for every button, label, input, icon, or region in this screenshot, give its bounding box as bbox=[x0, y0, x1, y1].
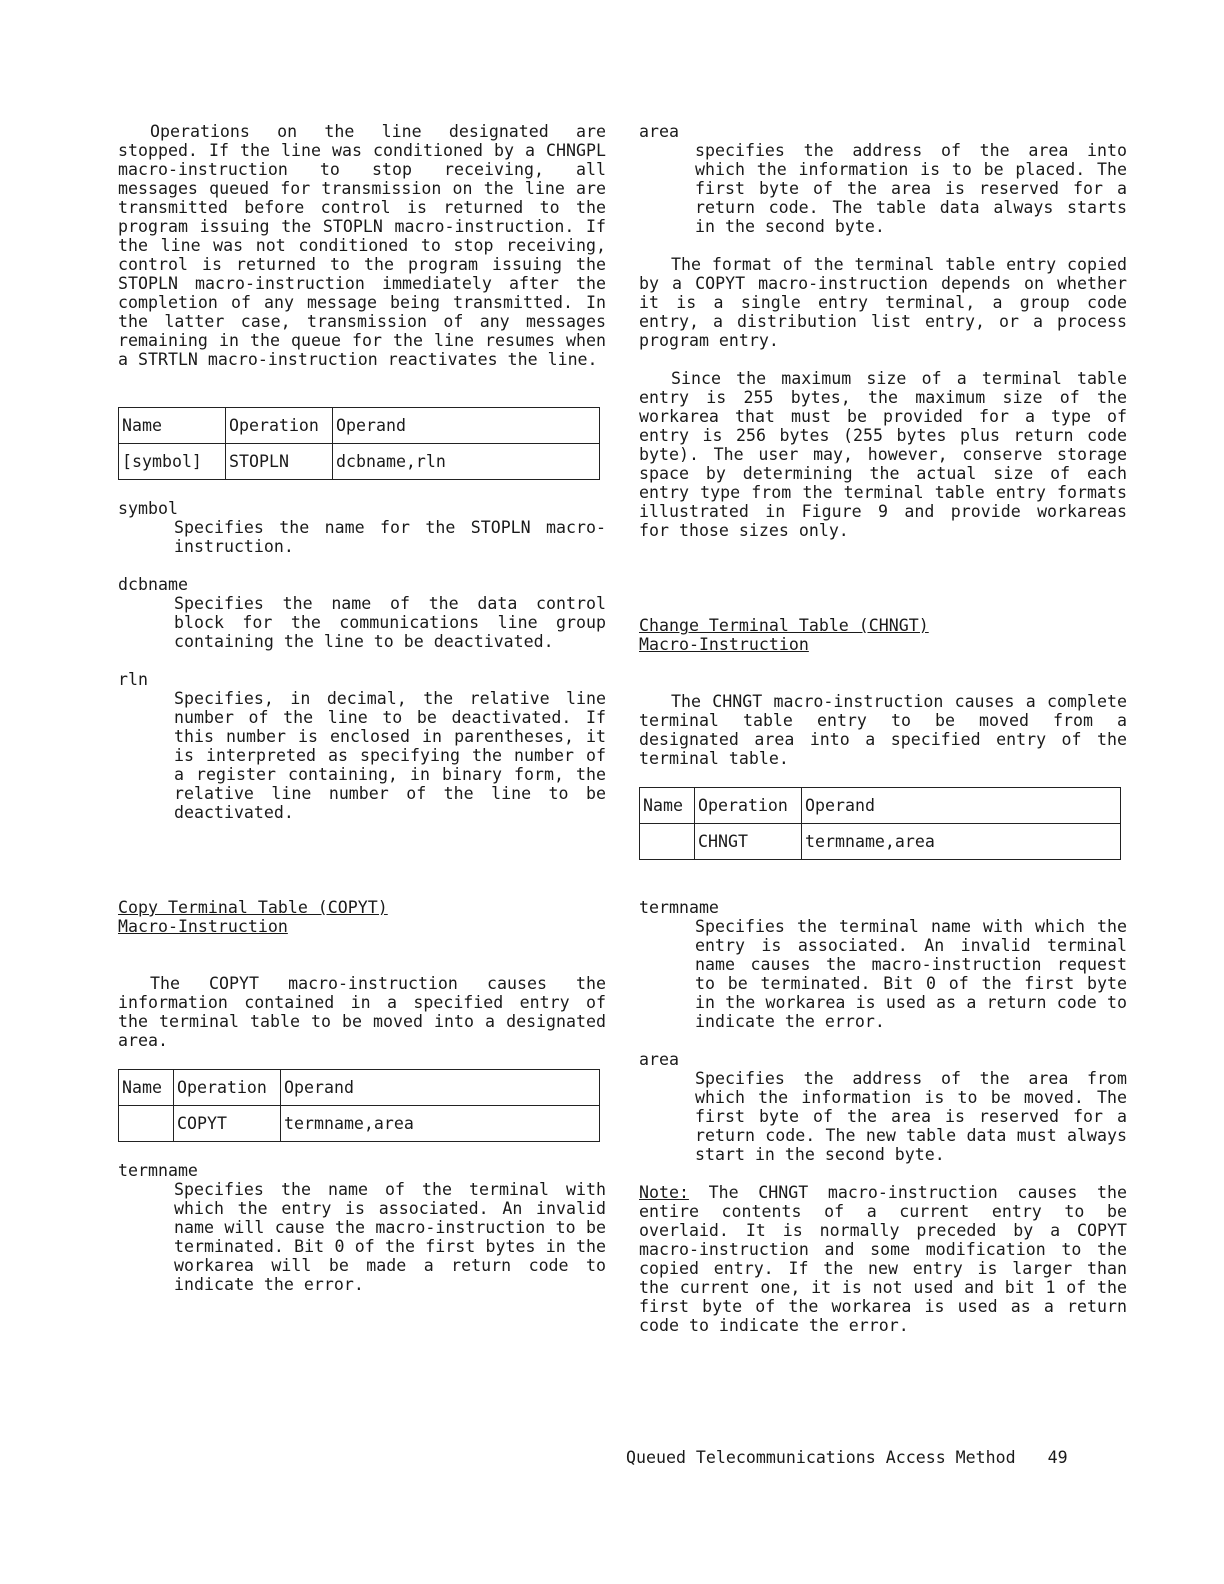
table-header-operand: Operand bbox=[333, 408, 600, 444]
copyt-description: The COPYT macro-instruction causes the information contained in a specified entry of the terminal table to be moved into a designated area. bbox=[118, 974, 606, 1050]
copyt-heading-line1: Copy Terminal Table (COPYT) bbox=[118, 898, 388, 917]
def-area: Specifies the address of the area from which the information is to be moved. The first byte of the area is reserved for a return code. The new table data must always start in the second byte. bbox=[695, 1069, 1127, 1164]
term-dcbname: dcbname bbox=[118, 575, 188, 594]
def-rln: Specifies, in decimal, the relative line number of the line to be deactivated. If this number is enclosed in parentheses, it is interpreted as specifying the number of a register containing, in binary form, the relative line number of the line to be deactivated. bbox=[174, 689, 606, 822]
term-rln: rln bbox=[118, 670, 148, 689]
def-termname: Specifies the terminal name with which the entry is associated. An invalid terminal name causes the macro-instruction request to be terminated. Bit 0 of the first byte in the workarea is used as a return code to indicate the error. bbox=[695, 917, 1127, 1031]
table-cell-name: [symbol] bbox=[119, 444, 226, 480]
table-header-operand: Operand bbox=[802, 788, 1121, 824]
term-termname: termname bbox=[639, 898, 719, 917]
chngt-syntax-table bbox=[639, 787, 1121, 860]
note-text: The CHNGT macro-instruction causes the entire contents of a current entry to be overlaid. It is normally preceded by a COPYT macro-instruction and some modification to the copied entry. If the new entry is larger than the current one, it is not used and bit 1 of the first byte of the workarea is used as a return code to indicate the error. bbox=[639, 1183, 1127, 1335]
table-header-name: Name bbox=[640, 788, 695, 824]
chngt-heading-line2: Macro-Instruction bbox=[639, 635, 809, 654]
note-label: Note: bbox=[639, 1183, 689, 1202]
term-area: area bbox=[639, 122, 679, 141]
table-cell-operand: termname,area bbox=[802, 824, 1121, 860]
table-header-operand: Operand bbox=[281, 1070, 600, 1106]
page-number: 49 bbox=[1047, 1448, 1068, 1467]
table-header-name: Name bbox=[119, 408, 226, 444]
table-header-operation: Operation bbox=[226, 408, 333, 444]
footer-title: Queued Telecommunications Access Method bbox=[626, 1448, 1016, 1467]
chngt-heading-line1: Change Terminal Table (CHNGT) bbox=[639, 616, 929, 635]
chngt-description: The CHNGT macro-instruction causes a complete terminal table entry to be moved from a designated area into a specified entry of the terminal table. bbox=[639, 692, 1127, 768]
def-symbol: Specifies the name for the STOPLN macro-instruction. bbox=[174, 518, 606, 556]
def-termname: Specifies the name of the terminal with which the entry is associated. An invalid name will cause the macro-instruction to be terminated. Bit 0 of the first bytes in the workarea will be made a return code to indicate the error. bbox=[174, 1180, 606, 1294]
term-area: area bbox=[639, 1050, 679, 1069]
table-cell-operand: dcbname,rln bbox=[333, 444, 600, 480]
table-cell-operation: CHNGT bbox=[695, 824, 802, 860]
table-header-name: Name bbox=[119, 1070, 174, 1106]
table-cell-operation: COPYT bbox=[174, 1106, 281, 1142]
left-column bbox=[118, 122, 606, 1294]
stopln-description: Operations on the line designated are stopped. If the line was conditioned by a CHNGPL macro-instruction to stop receiving, all messages queued for transmission on the line are transmitted before control is returned to the program issuing the STOPLN macro-instruction. If the line was not conditioned to stop receiving, control is returned to the program issuing the STOPLN macro-instruction immediately after the completion of any message being transmitted. In the latter case, transmission of any messages remaining in the queue for the line resumes when a STRTLN macro-instruction reactivates the line. bbox=[118, 122, 606, 369]
page-footer bbox=[626, 1448, 1068, 1467]
table-cell-name bbox=[640, 824, 695, 860]
right-column bbox=[639, 122, 1127, 1335]
def-area: specifies the address of the area into which the information is to be placed. The first byte of the area is reserved for a return code. The table data always starts in the second byte. bbox=[695, 141, 1127, 236]
note-paragraph bbox=[639, 1183, 1127, 1335]
copyt-heading-line2: Macro-Instruction bbox=[118, 917, 288, 936]
table-cell-operation: STOPLN bbox=[226, 444, 333, 480]
table-header-operation: Operation bbox=[695, 788, 802, 824]
copyt-syntax-table bbox=[118, 1069, 600, 1142]
format-paragraph: The format of the terminal table entry copied by a COPYT macro-instruction depends on whether it is a single entry terminal, a group code entry, a distribution list entry, or a process program entry. bbox=[639, 255, 1127, 350]
table-cell-operand: termname,area bbox=[281, 1106, 600, 1142]
term-termname: termname bbox=[118, 1161, 198, 1180]
term-symbol: symbol bbox=[118, 499, 178, 518]
size-paragraph: Since the maximum size of a terminal table entry is 255 bytes, the maximum size of the workarea that must be provided for a type of entry is 256 bytes (255 bytes plus return code byte). The user may, however, conserve storage space by determining the actual size of each entry type from the terminal table entry formats illustrated in Figure 9 and provide workareas for those sizes only. bbox=[639, 369, 1127, 540]
table-cell-name bbox=[119, 1106, 174, 1142]
stopln-syntax-table bbox=[118, 407, 600, 480]
table-header-operation: Operation bbox=[174, 1070, 281, 1106]
def-dcbname: Specifies the name of the data control block for the communications line group containing the line to be deactivated. bbox=[174, 594, 606, 651]
